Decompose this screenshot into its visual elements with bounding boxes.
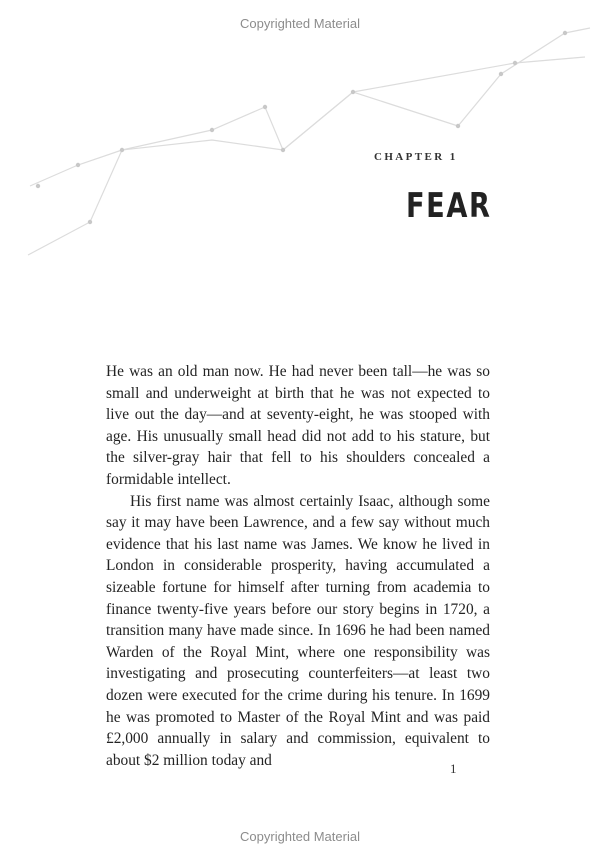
- decorative-node: [120, 148, 124, 152]
- chapter-body-text: [106, 361, 490, 771]
- decorative-node: [263, 105, 267, 109]
- chapter-title: FEAR: [406, 186, 492, 226]
- chapter-label: CHAPTER 1: [374, 151, 458, 163]
- decorative-line-middle: [122, 57, 585, 150]
- decorative-node: [456, 124, 460, 128]
- paragraph: He was an old man now. He had never been tall—he was so small and underweight at birth that he was not expected to live out the day—and at seventy-eight, he was stooped with age. His unusually small head did not add to his stature, but the silver-gray hair that fell to his shoulders concealed a formidable intellect.: [106, 363, 490, 488]
- decorative-node: [513, 61, 517, 65]
- copyright-watermark-top: Copyrighted Material: [240, 16, 360, 31]
- decorative-node: [281, 148, 285, 152]
- decorative-line-upper: [30, 28, 590, 186]
- decorative-node: [76, 163, 80, 167]
- page-number: 1: [450, 761, 457, 776]
- decorative-line-graph: [0, 0, 600, 270]
- decorative-node: [36, 184, 40, 188]
- decorative-node: [210, 128, 214, 132]
- paragraph: His first name was almost certainly Isaac, although some say it may have been Lawrence, and a few say without much evidence that his last name was James. We know he lived in London in considerable prosperity, having accumulated a sizeable fortune for himself after turning from academia to finance twenty-five years before our story begins in 1720, a transition many have made since. In 1696 he had been named Warden of the Royal Mint, where one responsibility was investigating and prosecuting counterfeiters—at least two dozen were executed for the crime during his tenure. In 1699 he was promoted to Master of the Royal Mint and was paid £2,000 annually in salary and commission, equivalent to about $2 million today and: [106, 492, 490, 769]
- decorative-node: [563, 31, 567, 35]
- decorative-node: [499, 72, 503, 76]
- decorative-node: [88, 220, 92, 224]
- decorative-node: [351, 90, 355, 94]
- copyright-watermark-bottom: Copyrighted Material: [240, 829, 360, 844]
